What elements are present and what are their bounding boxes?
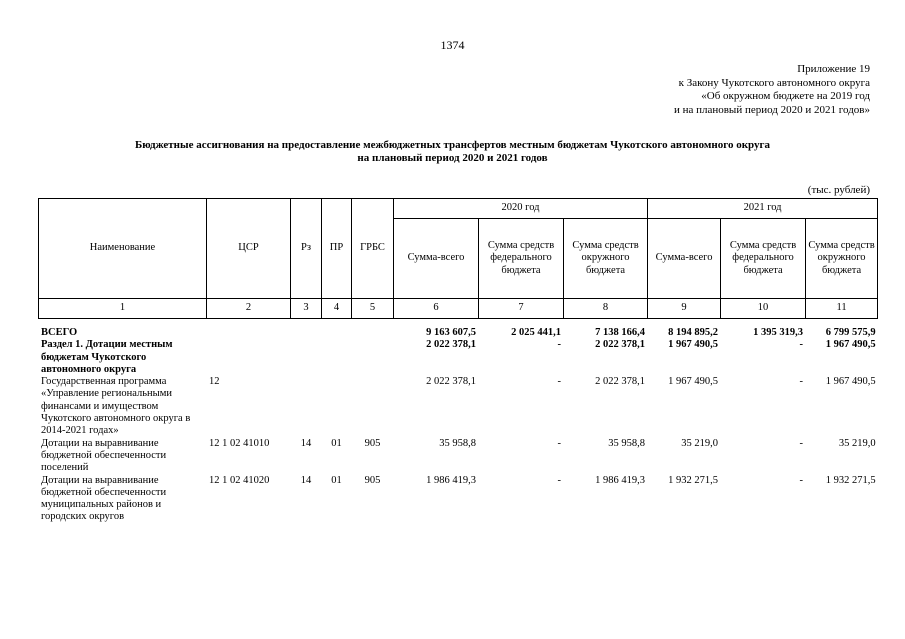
cell-2021-total: 1 932 271,5 — [668, 474, 719, 486]
header-name: Наименование — [39, 199, 207, 299]
appendix-line: «Об окружном бюджете на 2019 год — [701, 90, 870, 102]
column-number: 8 — [564, 299, 648, 319]
cell-2020-regional: 2 022 378,1 — [595, 339, 646, 351]
row-grbs — [352, 376, 394, 437]
table-row — [39, 475, 878, 524]
column-number: 4 — [322, 299, 352, 319]
row-rz: 14 — [300, 437, 312, 449]
column-number: 5 — [352, 299, 394, 319]
column-number: 11 — [806, 299, 878, 319]
row-name: Дотации на выравнивание бюджетной обеспеченности муниципальных районов и городских округов — [41, 474, 167, 523]
cell-2020-total: 9 163 607,5 — [426, 327, 476, 338]
row-csr: 12 — [209, 376, 220, 388]
column-number: 7 — [479, 299, 564, 319]
header-grbs: ГРБС — [352, 199, 394, 299]
title-line: Бюджетные ассигнования на предоставление межбюджетных трансфертов местным бюджетам Чукотского автономного округа — [134, 139, 771, 151]
cell-2020-federal: - — [557, 474, 561, 486]
cell-2021-federal: - — [799, 376, 804, 388]
row-csr: 12 1 02 41010 — [209, 437, 270, 449]
table-row — [39, 438, 878, 475]
header-2020-federal: Сумма средств федерального бюджета — [479, 219, 564, 299]
cell-2020-federal: - — [557, 437, 561, 449]
cell-2020-federal: - — [557, 339, 561, 351]
header-pr: ПР — [322, 199, 352, 299]
header-year-2021: 2021 год — [648, 199, 878, 219]
header-rz: Рз — [291, 199, 322, 299]
header-2020-total: Сумма-всего — [394, 219, 479, 299]
row-pr — [322, 325, 352, 339]
row-csr — [207, 339, 291, 376]
row-pr — [322, 339, 352, 376]
column-number: 1 — [39, 299, 207, 319]
row-grbs — [352, 325, 394, 339]
appendix-line: и на плановый период 2020 и 2021 годов» — [673, 103, 870, 116]
table-row-program — [39, 376, 878, 437]
row-grbs: 905 — [364, 437, 381, 449]
column-number: 9 — [648, 299, 721, 319]
document-title — [0, 139, 905, 165]
row-csr — [207, 325, 291, 339]
cell-2021-federal: 1 395 319,3 — [753, 327, 804, 338]
row-name: Дотации на выравнивание бюджетной обеспеченности поселений — [41, 437, 167, 474]
cell-2020-total: 2 022 378,1 — [426, 339, 476, 351]
appendix-line: к Закону Чукотского автономного округа — [678, 76, 870, 89]
column-number: 2 — [207, 299, 291, 319]
cell-2020-regional: 7 138 166,4 — [595, 327, 646, 338]
cell-2020-total: 1 986 419,3 — [426, 474, 476, 486]
table-header — [39, 199, 878, 319]
cell-2020-regional: 1 986 419,3 — [595, 474, 646, 486]
cell-2020-federal: 2 025 441,1 — [511, 327, 561, 338]
table-body — [39, 319, 878, 524]
units-label: (тыс. рублей) — [807, 184, 870, 196]
cell-2021-federal: - — [799, 437, 804, 449]
row-pr — [322, 376, 352, 437]
cell-2020-regional: 35 958,8 — [608, 437, 646, 449]
cell-2021-regional: 35 219,0 — [838, 437, 876, 449]
appendix-note — [674, 63, 870, 117]
cell-2020-total: 35 958,8 — [439, 437, 476, 449]
appendix-line: Приложение 19 — [797, 63, 870, 75]
header-year-2020: 2020 год — [394, 199, 648, 219]
header-2020-regional: Сумма средств окружного бюджета — [564, 219, 648, 299]
cell-2021-total: 1 967 490,5 — [668, 376, 719, 388]
row-rz — [291, 376, 322, 437]
budget-table — [38, 198, 878, 524]
cell-2021-regional: 1 932 271,5 — [825, 474, 876, 486]
column-number: 3 — [291, 299, 322, 319]
cell-2021-regional: 6 799 575,9 — [825, 327, 876, 338]
row-pr: 01 — [331, 437, 342, 449]
cell-2021-regional: 1 967 490,5 — [825, 339, 876, 351]
cell-2020-regional: 2 022 378,1 — [595, 376, 646, 388]
row-grbs: 905 — [364, 474, 381, 486]
column-number: 6 — [394, 299, 479, 319]
cell-2021-total: 35 219,0 — [681, 437, 719, 449]
column-number: 10 — [721, 299, 806, 319]
cell-2021-regional: 1 967 490,5 — [825, 376, 876, 388]
table-row-section — [39, 339, 878, 376]
header-csr: ЦСР — [207, 199, 291, 299]
row-rz: 14 — [300, 474, 312, 486]
row-name: ВСЕГО — [41, 327, 78, 338]
row-rz — [291, 325, 322, 339]
table-row-total — [39, 325, 878, 339]
header-2021-federal: Сумма средств федерального бюджета — [721, 219, 806, 299]
header-2021-total: Сумма-всего — [648, 219, 721, 299]
row-csr: 12 1 02 41020 — [209, 474, 270, 486]
cell-2021-total: 1 967 490,5 — [668, 339, 719, 351]
row-pr: 01 — [331, 474, 342, 486]
cell-2020-federal: - — [557, 376, 561, 388]
cell-2021-total: 8 194 895,2 — [668, 327, 719, 338]
row-grbs — [352, 339, 394, 376]
cell-2021-federal: - — [799, 474, 804, 486]
row-name: Государственная программа «Управление региональными финансами и имуществом Чукотского автономного округа в 2014-2021 годах» — [41, 376, 191, 437]
row-rz — [291, 339, 322, 376]
title-line: на плановый период 2020 и 2021 годов — [357, 152, 548, 164]
header-2021-regional: Сумма средств окружного бюджета — [806, 219, 878, 299]
cell-2021-federal: - — [799, 339, 804, 351]
cell-2020-total: 2 022 378,1 — [426, 376, 476, 388]
page-number: 1374 — [440, 38, 465, 52]
row-name: Раздел 1. Дотации местным бюджетам Чукотского автономного округа — [41, 339, 173, 375]
